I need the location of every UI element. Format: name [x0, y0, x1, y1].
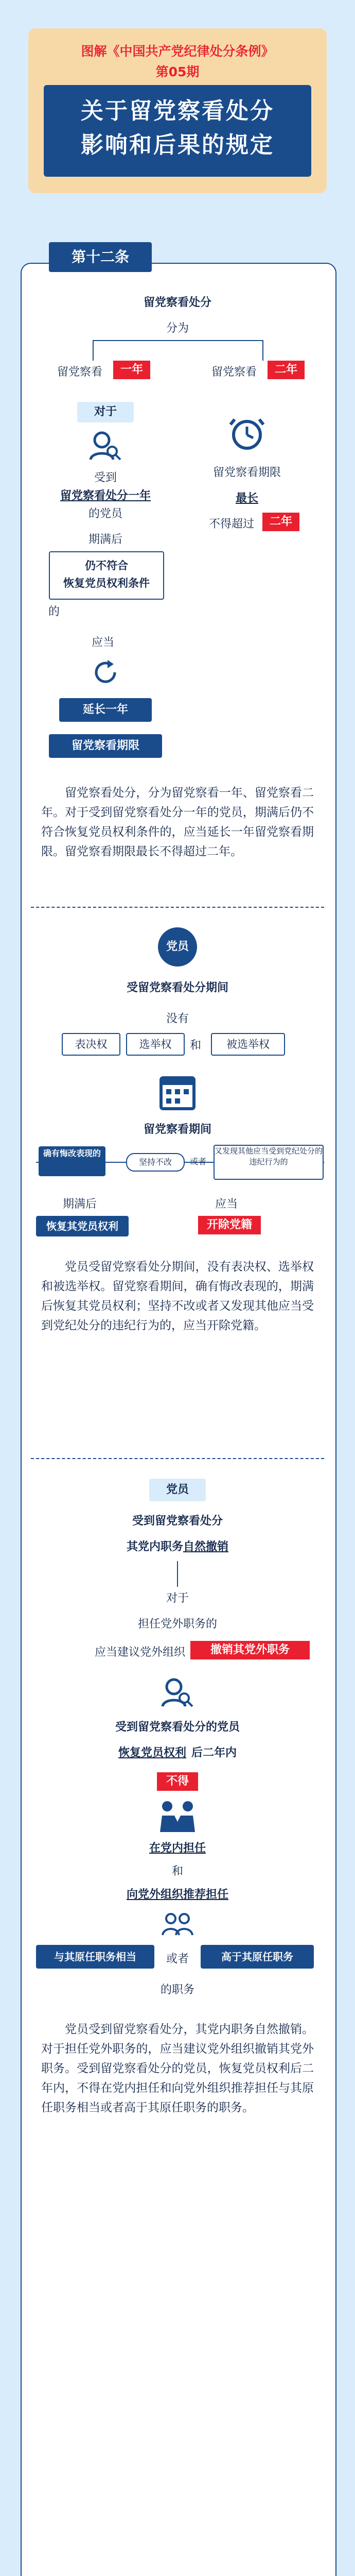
person-search-icon-2: [159, 1674, 196, 1710]
p3-paragraph: 党员受到留党察看处分，其党内职务自然撤销。对于担任党外职务的，应当建议党外组织撤销其党外职务。受到留党察看处分的党员，恢复党员权利后二年内，不得在党内担任和向党外组织推荐担任与其原任职务相当或者高于其原任职务的职务。: [41, 2023, 314, 2114]
p3-line1: [72, 1512, 283, 1528]
divider-1: [31, 907, 324, 908]
p1-right-tag: 二年: [268, 361, 305, 379]
p1-max: 最长: [235, 492, 258, 505]
p1-divide: 分为: [166, 322, 189, 335]
p3-box-left: 与其原任职务相当: [36, 1945, 154, 1969]
title-line-2: 影响和后果的规定: [81, 132, 274, 158]
series-title: 图解《中国共产党纪律处分条例》: [81, 44, 274, 59]
p1-right-prefix: 留党察看: [211, 366, 257, 379]
divider-2: [31, 1458, 324, 1459]
p1-not-meet-2: 恢复党员权利条件: [63, 577, 150, 589]
p3-recommend: 向党外组织推荐担任: [126, 1888, 228, 1901]
p3-line6: [67, 1744, 288, 1760]
p2-be-elected: 被选举权: [211, 1033, 285, 1056]
p3-line1-text: 受到留党察看处分: [132, 1515, 223, 1528]
p3-box-right: 高于其原任职务: [201, 1945, 314, 1969]
p3-line4-tag: 撤销其党外职务: [190, 1641, 310, 1659]
calendar-icon: [157, 1072, 198, 1113]
p1-not-exceed: 不得超过: [208, 518, 254, 531]
p3-and: 和: [171, 1865, 183, 1878]
p1-two-year-tag: 二年: [262, 513, 299, 531]
p3-vline-1: [177, 1561, 178, 1587]
p1-paragraph: 留党察看处分，分为留党察看一年、留党察看二年。对于受到留党察看处分一年的党员，期满后仍不符合恢复党员权利条件的，应当延长一年留党察看期限。留党察看期限最长不得超过二年。: [41, 786, 314, 858]
p3-badge: 党员: [149, 1479, 206, 1501]
p1-recv-3: 的党员: [88, 507, 122, 520]
p3-line6b: 后二年内: [191, 1747, 237, 1759]
content-panel: [21, 263, 336, 2576]
p3-line5: 受到留党察看处分的党员: [115, 1721, 240, 1734]
section-label: 第十二条: [49, 242, 152, 272]
p2-and: 和: [189, 1039, 201, 1052]
title-line-1: 关于留党察看处分: [81, 98, 274, 124]
p2-during: 留党察看期间: [143, 1123, 211, 1136]
p1-top: 留党察看处分: [143, 296, 211, 309]
p1-expire: 期满后: [88, 533, 122, 546]
p3-line2b: 自然撤销: [183, 1540, 229, 1553]
p1-de: 的: [48, 605, 60, 618]
p1-extend-button: 延长一年: [59, 698, 152, 722]
issue-number: 第05期: [155, 64, 200, 79]
title-box: [44, 85, 311, 177]
p2-repent: 确有悔改表现的: [39, 1146, 105, 1176]
p2-received: 受留党察看处分期间: [126, 981, 228, 994]
p1-not-meet-1: 仍不符合: [85, 560, 128, 572]
people-icon: [159, 1911, 196, 1937]
handshake-icon: [157, 1798, 198, 1834]
p3-for: 对于: [166, 1592, 189, 1605]
p2-found-other: 又发现其他应当受到党纪处分的违纪行为的: [214, 1145, 324, 1180]
p3-line2a: 其党内职务: [126, 1540, 183, 1553]
p3-line6a: 恢复党员权利: [118, 1747, 186, 1759]
p1-recv-1: 受到: [94, 471, 117, 484]
p1-period-button: 留党察看期限: [49, 734, 162, 758]
p1-connector-right: [262, 340, 263, 361]
p1-right-period: 留党察看期限: [212, 466, 281, 479]
p1-left-prefix: 留党察看: [57, 366, 102, 379]
p1-should: 应当: [91, 636, 114, 649]
p3-of-duty: 的职务: [160, 1984, 194, 1996]
p2-none: 没有: [166, 1012, 189, 1025]
page-title: [44, 94, 311, 162]
p3-or: 或者: [166, 1953, 189, 1965]
p2-expel: 开除党籍: [198, 1216, 261, 1234]
p1-connector: [93, 340, 262, 341]
p2-restore: 恢复其党员权利: [36, 1216, 129, 1236]
alarm-clock-icon: [226, 412, 268, 453]
p3-in-party: 在党内担任: [149, 1842, 206, 1855]
p1-recv-2: 留党察看处分一年: [60, 489, 151, 502]
p3-line2: [72, 1538, 283, 1554]
p1-connector-left: [93, 340, 94, 361]
p2-mid: 坚持不改: [126, 1153, 185, 1172]
header: [0, 0, 355, 242]
p3-line4: [41, 1643, 185, 1659]
p2-elect: 选举权: [126, 1033, 185, 1056]
p2-should: 应当: [215, 1198, 238, 1211]
p2-vote: 表决权: [62, 1033, 120, 1056]
refresh-icon: [90, 657, 121, 688]
p2-expire: 期满后: [62, 1198, 97, 1211]
p2-or: 或者: [189, 1157, 206, 1166]
p1-not-meet-box: [49, 551, 164, 600]
p1-for-label: 对于: [77, 402, 134, 422]
header-card: [28, 28, 327, 193]
p2-badge: 党员: [158, 927, 197, 967]
person-search-icon: [87, 428, 123, 464]
p3-line4a: 应当建议党外组织: [94, 1646, 185, 1659]
p3-line3: 担任党外职务的: [137, 1618, 217, 1631]
p1-left-tag: 一年: [113, 361, 150, 379]
p2-paragraph: 党员受留党察看处分期间，没有表决权、选举权和被选举权。留党察看期间，确有悔改表现的，期满后恢复其党员权利；坚持不改或者又发现其他应当受到党纪处分的违纪行为的，应当开除党籍。: [41, 1260, 314, 1332]
p3-no-tag: 不得: [157, 1772, 198, 1791]
